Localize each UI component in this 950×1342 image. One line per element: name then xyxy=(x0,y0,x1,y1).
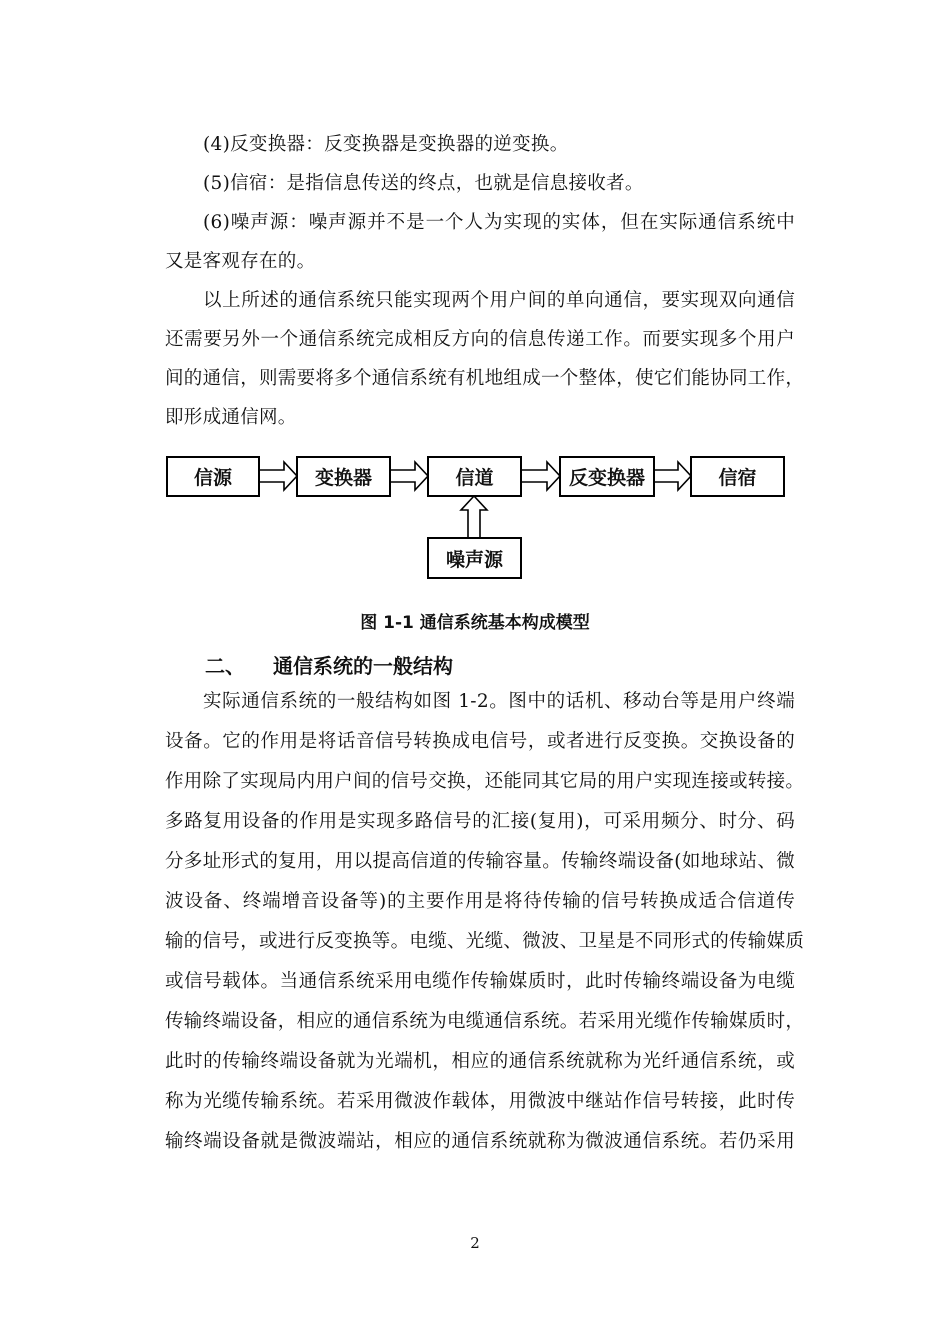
paragraph-noise-line1: (6)噪声源：噪声源并不是一个人为实现的实体，但在实际通信系统中 xyxy=(203,212,795,233)
box-source: 信源 xyxy=(166,456,260,497)
box-transformer: 变换器 xyxy=(296,456,391,497)
arrow-channel-to-inverse xyxy=(521,462,560,490)
body-line: 作用除了实现局内用户间的信号交换，还能同其它局的用户实现连接或转接。 xyxy=(165,771,805,792)
arrow-transformer-to-channel xyxy=(390,462,428,490)
arrow-source-to-transformer xyxy=(259,462,297,490)
paragraph-network-line1: 以上所述的通信系统只能实现两个用户间的单向通信，要实现双向通信 xyxy=(203,290,795,311)
figure-caption: 图 1-1 通信系统基本构成模型 xyxy=(360,613,590,633)
body-line: 分多址形式的复用，用以提高信道的传输容量。传输终端设备(如地球站、微 xyxy=(165,851,795,872)
body-line: 设备。它的作用是将话音信号转换成电信号，或者进行反变换。交换设备的 xyxy=(165,731,795,752)
box-noise-source: 噪声源 xyxy=(427,537,522,579)
body-line: 此时的传输终端设备就为光端机，相应的通信系统就称为光纤通信系统，或 xyxy=(165,1051,795,1072)
paragraph-network-line3: 间的通信，则需要将多个通信系统有机地组成一个整体，使它们能协同工作， xyxy=(165,368,805,389)
box-sink: 信宿 xyxy=(690,456,785,497)
body-line: 传输终端设备，相应的通信系统为电缆通信系统。若采用光缆作传输媒质时， xyxy=(165,1011,805,1032)
box-channel: 信道 xyxy=(427,456,522,497)
diagram-arrows xyxy=(0,0,950,600)
paragraph-network-line2: 还需要另外一个通信系统完成相反方向的信息传递工作。而要实现多个用户 xyxy=(165,329,795,350)
body-line: 多路复用设备的作用是实现多路信号的汇接(复用)，可采用频分、时分、码 xyxy=(165,811,795,832)
body-line: 实际通信系统的一般结构如图 1-2。图中的话机、移动台等是用户终端 xyxy=(203,691,795,712)
body-line: 输终端设备就是微波端站，相应的通信系统就称为微波通信系统。若仍采用 xyxy=(165,1131,795,1152)
page-number: 2 xyxy=(470,1234,480,1252)
paragraph-noise-line2: 又是客观存在的。 xyxy=(165,251,316,272)
box-inverse-transformer: 反变换器 xyxy=(559,456,655,497)
paragraph-sink: (5)信宿：是指信息传送的终点，也就是信息接收者。 xyxy=(203,173,644,194)
body-line: 输的信号，或进行反变换等。电缆、光缆、微波、卫星是不同形式的传输媒质 xyxy=(165,931,805,952)
body-line: 或信号载体。当通信系统采用电缆作传输媒质时，此时传输终端设备为电缆 xyxy=(165,971,795,992)
section-number: 二、 xyxy=(205,654,245,678)
section-title: 通信系统的一般结构 xyxy=(273,654,453,678)
body-line: 波设备、终端增音设备等)的主要作用是将待传输的信号转换成适合信道传 xyxy=(165,891,795,912)
arrow-noise-to-channel xyxy=(461,496,487,538)
paragraph-network-line4: 即形成通信网。 xyxy=(165,407,297,428)
body-line: 称为光缆传输系统。若采用微波作载体，用微波中继站作信号转接，此时传 xyxy=(165,1091,795,1112)
section-heading xyxy=(205,650,453,679)
paragraph-inverse-transformer: (4)反变换器：反变换器是变换器的逆变换。 xyxy=(203,134,569,155)
arrow-inverse-to-sink xyxy=(654,462,691,490)
